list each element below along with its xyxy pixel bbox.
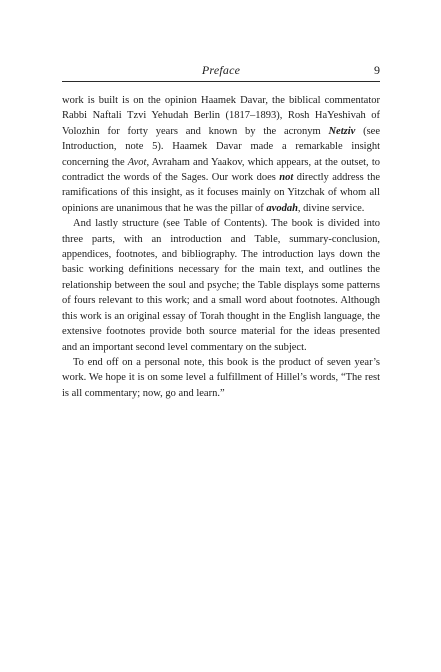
paragraph-3: To end off on a personal note, this book is the product of seven year’s work. We hope it is on some level a fulfillment of Hillel’s words, “The rest is all commentary; now, go and learn.” <box>62 356 380 399</box>
paragraph-1-part-4: directly address the ramifications of this insight, as it focuses mainly on Yitzchak of whom all opinions are unanimous that he was the pillar of <box>62 172 380 214</box>
paragraph-1-part-2: (see Introduction, note 5). Haamek Davar made a remarkable insight concerning the <box>62 125 380 168</box>
paragraph-1-part-3: , Avraham and Yaakov, which appears, at the outset, to contradict the words of the Sages. Our work does <box>62 156 380 184</box>
paragraph-1 <box>62 93 380 216</box>
running-head <box>62 62 380 78</box>
paragraph-1-part-1: work is built is on the opinion Haamek Davar, the biblical commentator Rabbi Naftali Tzvi Yehudah Berlin (1817–1893), Rosh HaYeshivah of Volozhin for forty years and known by the acronym <box>62 95 380 137</box>
paragraph-1-part-5: , divine service. <box>297 202 365 214</box>
not-emphasis: not <box>279 172 294 184</box>
body-text <box>62 93 380 401</box>
paragraph-2: And lastly structure (see Table of Contents). The book is divided into three parts, with an introduction and Table, summary-conclusion, appendices, footnotes, and bibliography. The introduction lays down the basic working definitions necessary for the main text, and outlines the relationship between the soul and psyche; the Table displays some patterns of fours relevant to this work; and a small word about footnotes. Although this work is an original essay of Torah thought in the English language, the extensive footnotes provide both source material for the ideas presented and an important second level commentary on the subject. <box>62 218 380 353</box>
avot-term: Avot <box>127 156 147 168</box>
running-title: Preface <box>201 63 241 77</box>
header-rule <box>62 81 380 82</box>
avodah-term: avodah <box>266 202 298 214</box>
netziv-term: Netziv <box>328 125 356 137</box>
page-number: 9 <box>374 63 380 77</box>
